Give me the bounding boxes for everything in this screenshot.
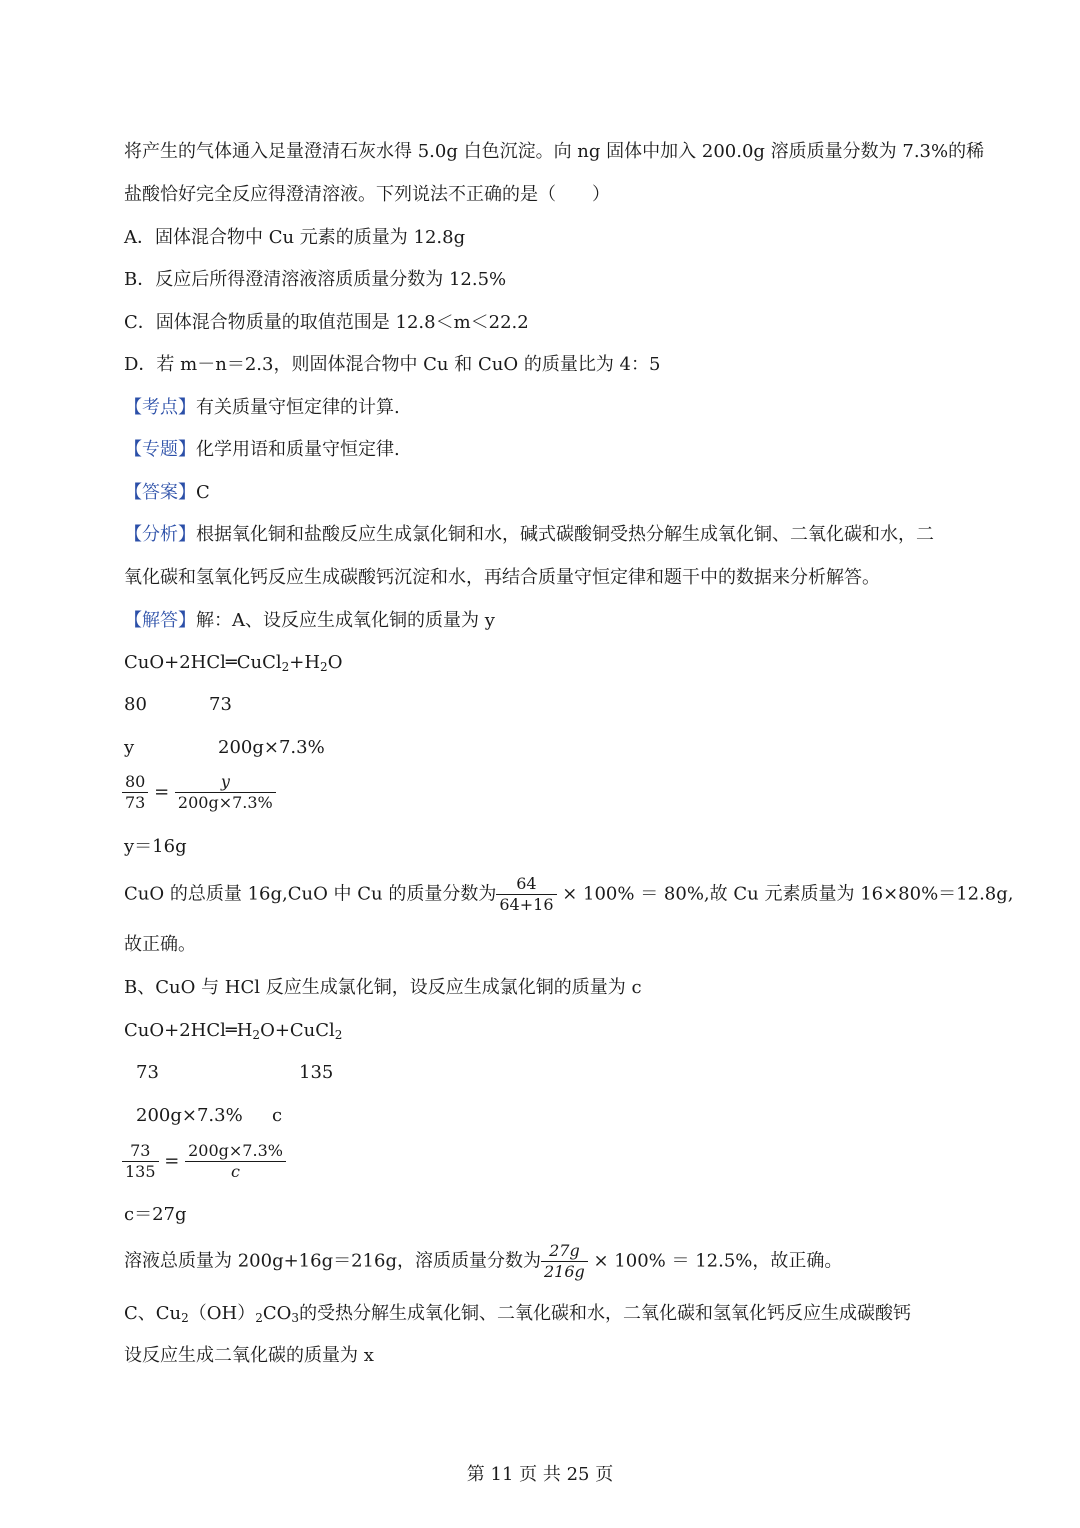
a-ratio-80: 80 (124, 694, 147, 715)
answer-text: C (196, 482, 210, 503)
option-b: B．反应后所得澄清溶液溶质质量分数为 12.5% (124, 269, 507, 290)
question-line-1: 将产生的气体通入足量澄清石灰水得 5.0g 白色沉淀。向 ng 固体中加入 200.0g 溶质质量分数为 7.3%的稀 (124, 141, 985, 162)
kaodian-tag: 【考点】 (124, 397, 196, 418)
option-c: C．固体混合物质量的取值范围是 12.8＜m＜22.2 (124, 312, 529, 333)
answer-tag: 【答案】 (124, 482, 196, 503)
page-footer: 第 11 页 共 25 页 (466, 1464, 614, 1485)
b-ratio-73: 73 (136, 1062, 159, 1083)
zhuanti-line (124, 438, 400, 462)
fraction: $\frac{y}{200g\times 7.3\%}$ (175, 772, 276, 813)
fraction: $\frac{80}{73}$ (122, 772, 148, 813)
fraction: $\frac{27g}{216g}$ (541, 1241, 588, 1282)
option-a: A．固体混合物中 Cu 元素的质量为 12.8g (124, 227, 466, 248)
equation-b: $CuO+2HCl═H_2O+CuCl_2$ (124, 1020, 343, 1042)
c-line: C、$Cu_2(OH)_2CO_3$的受热分解生成氧化铜、二氧化碳和水，二氧化碳和氢氧化钙反应生成碳酸钙 (124, 1303, 912, 1325)
analysis-text-1: 根据氧化铜和盐酸反应生成氯化铜和水，碱式碳酸铜受热分解生成氧化铜、二氧化碳和水，二 (196, 524, 934, 545)
zhuanti-text: 化学用语和质量守恒定律. (196, 439, 400, 460)
a-unknown-y: y (124, 737, 135, 758)
solution-intro: 解：A、设反应生成氧化铜的质量为 y (196, 610, 495, 631)
b-ratio-135: 135 (299, 1062, 334, 1083)
b-mass-fraction-line: 溶液总质量为 200g+16g＝216g，溶质质量分数为 $\frac{27g}{216g}$ × 100% ＝ 12.5%，故正确。 (124, 1241, 843, 1281)
kaodian-line (124, 396, 400, 420)
b-unknown-c: c (272, 1105, 283, 1126)
fraction: $\frac{200g\times 7.3\%}{c}$ (185, 1141, 286, 1182)
a-given-mass: 200g×7.3% (218, 737, 325, 758)
zhuanti-tag: 【专题】 (124, 439, 196, 460)
fraction: $\frac{64}{64+16}$ (496, 874, 556, 915)
analysis-tag: 【分析】 (124, 524, 196, 545)
kaodian-text: 有关质量守恒定律的计算. (196, 397, 400, 418)
a-proportion: $\frac{80}{73}$ = $\frac{y}{200g\times 7.3\%}$ (122, 772, 276, 813)
answer-line (124, 481, 210, 505)
fraction: $\frac{73}{135}$ (122, 1141, 159, 1182)
a-mass-fraction-line: CuO 的总质量 16g,CuO 中 Cu 的质量分数为 $\frac{64}{64+16}$ × 100% ＝ 80%,故 Cu 元素质量为 16×80%＝12.8g, (124, 874, 1014, 914)
solution-line (124, 609, 495, 633)
option-d: D．若 m－n＝2.3，则固体混合物中 Cu 和 CuO 的质量比为 4：5 (124, 354, 661, 375)
question-line-2: 盐酸恰好完全反应得澄清溶液。下列说法不正确的是（ ） (124, 184, 610, 205)
b-proportion: $\frac{73}{135}$ = $\frac{200g\times 7.3\%}{c}$ (122, 1141, 286, 1182)
equation-a: $CuO+2HCl═CuCl_2+H_2O$ (124, 652, 343, 674)
c-intro: 设反应生成二氧化碳的质量为 x (124, 1345, 374, 1366)
solution-tag: 【解答】 (124, 610, 196, 631)
a-conclusion: 故正确。 (124, 934, 196, 955)
b-result: c＝27g (124, 1204, 187, 1225)
b-intro: B、CuO 与 HCl 反应生成氯化铜，设反应生成氯化铜的质量为 c (124, 977, 642, 998)
analysis-line-2: 氧化碳和氢氧化钙反应生成碳酸钙沉淀和水，再结合质量守恒定律和题干中的数据来分析解答。 (124, 567, 880, 588)
a-ratio-73: 73 (209, 694, 232, 715)
a-result: y＝16g (124, 836, 187, 857)
b-given-mass: 200g×7.3% (136, 1105, 243, 1126)
analysis-line-1 (124, 523, 934, 547)
